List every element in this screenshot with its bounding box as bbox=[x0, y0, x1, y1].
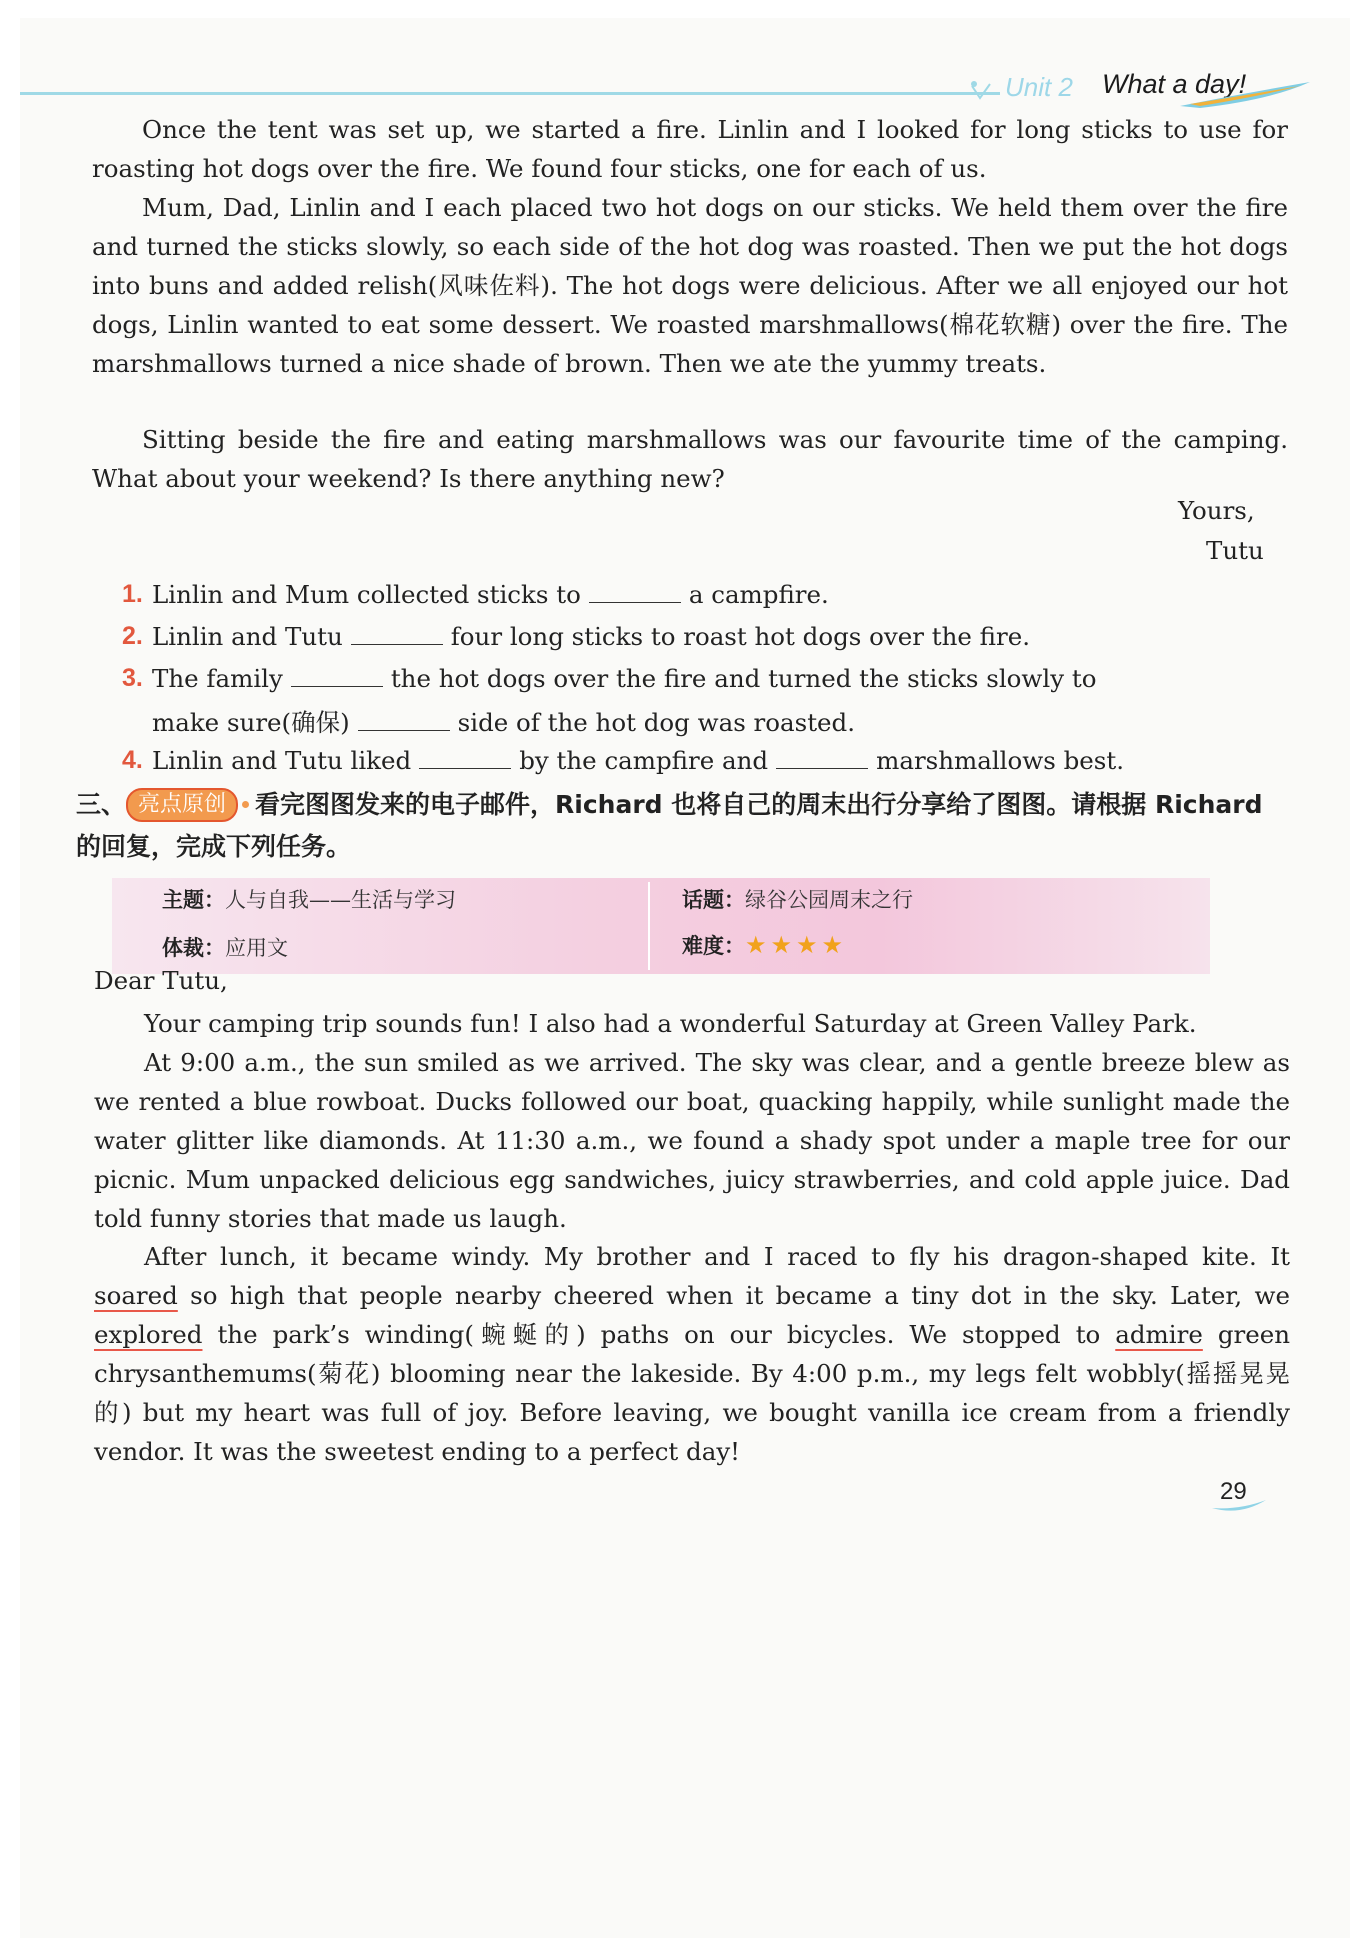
text-run: so high that people nearby cheered when it became a tiny dot in the sky. Later, we bbox=[177, 1281, 1290, 1310]
star-icon: ★ bbox=[770, 931, 793, 959]
question-4 bbox=[122, 746, 1288, 775]
paragraph: At 9:00 a.m., the sun smiled as we arrived. The sky was clear, and a gentle breeze blew as we rented a blue rowboat. Ducks followed our boat, quacking happily, while sunlight made the water glitter like diamonds. At 11:30 a.m., we found a shady spot under a maple tree for our picnic. Mum unpacked delicious egg sandwiches, juicy strawberries, and cold apple juice. Dad told funny stories that made us laugh. bbox=[94, 1048, 1290, 1233]
letter-signature: Tutu bbox=[1206, 536, 1264, 565]
paragraph: Once the tent was set up, we started a fire. Linlin and I looked for long sticks to use for roasting hot dogs over the fire. We found four sticks, one for each of us. bbox=[92, 115, 1288, 183]
page bbox=[20, 18, 1350, 1938]
question-text: the hot dogs over the fire and turned the sticks slowly to bbox=[390, 664, 1097, 693]
letter-greeting: Dear Tutu, bbox=[94, 966, 228, 995]
star-icon: ★ bbox=[796, 931, 818, 959]
text-run: the park’s winding(蜿蜒的) paths on our bicycles. We stopped to bbox=[202, 1320, 1116, 1349]
question-number: 3. bbox=[122, 664, 143, 692]
question-text: Linlin and Mum collected sticks to bbox=[152, 580, 581, 609]
section-instruction: 看完图图发来的电子邮件，Richard 也将自己的周末出行分享给了图图。请根据 Richard 的回复，完成下列任务。 bbox=[76, 790, 1263, 861]
difficulty-stars bbox=[745, 931, 847, 959]
answer-blank[interactable] bbox=[351, 622, 443, 645]
text-run: After lunch, it became windy. My brother and I raced to fly his dragon-shaped kite. It bbox=[144, 1242, 1290, 1271]
question-text: The family bbox=[152, 664, 283, 693]
answer-blank[interactable] bbox=[419, 746, 511, 769]
info-box bbox=[112, 878, 1210, 974]
question-2 bbox=[122, 622, 1288, 651]
question-text: four long sticks to roast hot dogs over the fire. bbox=[450, 622, 1030, 651]
theme-value: 人与自我——生活与学习 bbox=[225, 888, 456, 912]
underlined-word: explored bbox=[94, 1320, 203, 1349]
question-text: side of the hot dog was roasted. bbox=[457, 708, 856, 737]
star-icon: ★ bbox=[745, 931, 767, 959]
paragraph: Mum, Dad, Linlin and I each placed two hot dogs on our sticks. We held them over the fire and turned the sticks slowly, so each side of the hot dog was roasted. Then we put the hot dogs into buns and added relish(风味佐料). The hot dogs were delicious. After we all enjoyed our hot dogs, Linlin wanted to eat some dessert. We roasted marshmallows(棉花软糖) over the fire. The marshmallows turned a nice shade of brown. Then we ate the yummy treats. bbox=[92, 193, 1288, 378]
badge-dot-icon bbox=[242, 801, 249, 808]
answer-blank[interactable] bbox=[291, 664, 383, 687]
question-text: marshmallows best. bbox=[876, 746, 1124, 775]
question-text: Linlin and Tutu liked bbox=[152, 746, 412, 775]
question-3-cont bbox=[152, 704, 1288, 739]
question-text: make sure(确保) bbox=[152, 708, 350, 737]
paragraph: Your camping trip sounds fun! I also had a wonderful Saturday at Green Valley Park. bbox=[144, 1009, 1197, 1038]
unit-label: Unit 2 bbox=[1005, 72, 1073, 102]
paragraph: Sitting beside the fire and eating marshmallows was our favourite time of the camping. What about your weekend? Is there anything new? bbox=[92, 425, 1288, 493]
question-1 bbox=[122, 580, 1288, 609]
page-number: 29 bbox=[1220, 1478, 1247, 1505]
info-difficulty bbox=[682, 930, 847, 960]
section-number: 三、 bbox=[76, 790, 127, 819]
difficulty-label: 难度： bbox=[682, 934, 745, 958]
question-text: Linlin and Tutu bbox=[152, 622, 343, 651]
section-heading bbox=[76, 784, 1290, 868]
topic-value: 绿谷公园周末之行 bbox=[745, 888, 913, 912]
info-topic bbox=[682, 884, 913, 914]
unit-title: What a day! bbox=[1102, 69, 1247, 99]
star-icon: ★ bbox=[821, 931, 844, 959]
answer-blank[interactable] bbox=[776, 746, 868, 769]
header-rule bbox=[20, 92, 1000, 95]
theme-label: 主题： bbox=[162, 888, 225, 912]
genre-value: 应用文 bbox=[225, 936, 288, 960]
info-theme bbox=[162, 884, 456, 914]
topic-label: 话题： bbox=[682, 888, 745, 912]
header-check-icon bbox=[970, 80, 992, 102]
question-number: 4. bbox=[122, 746, 143, 774]
info-divider bbox=[648, 882, 650, 970]
genre-label: 体裁： bbox=[162, 936, 225, 960]
question-number: 2. bbox=[122, 622, 143, 650]
text-run: green chrysanthemums(菊花) blooming near the lakeside. By 4:00 p.m., my legs felt wobbly(摇摇晃晃的) but my heart was full of joy. Before leaving, we bought vanilla ice cream from a friendly vendor. It was the sweetest ending to a perfect day! bbox=[94, 1320, 1290, 1466]
answer-blank[interactable] bbox=[589, 580, 681, 603]
underlined-word: admire bbox=[1115, 1320, 1203, 1349]
question-text: a campfire. bbox=[688, 580, 829, 609]
original-badge: 亮点原创 bbox=[126, 788, 238, 822]
paragraph bbox=[94, 1237, 1290, 1471]
question-number: 1. bbox=[122, 580, 143, 608]
underlined-word: soared bbox=[94, 1281, 178, 1310]
letter-closing: Yours, bbox=[1178, 496, 1255, 525]
answer-blank[interactable] bbox=[358, 708, 450, 731]
question-text: by the campfire and bbox=[519, 746, 769, 775]
question-3 bbox=[122, 664, 1288, 693]
info-genre bbox=[162, 932, 288, 962]
page-swoosh-icon bbox=[1210, 1496, 1270, 1516]
